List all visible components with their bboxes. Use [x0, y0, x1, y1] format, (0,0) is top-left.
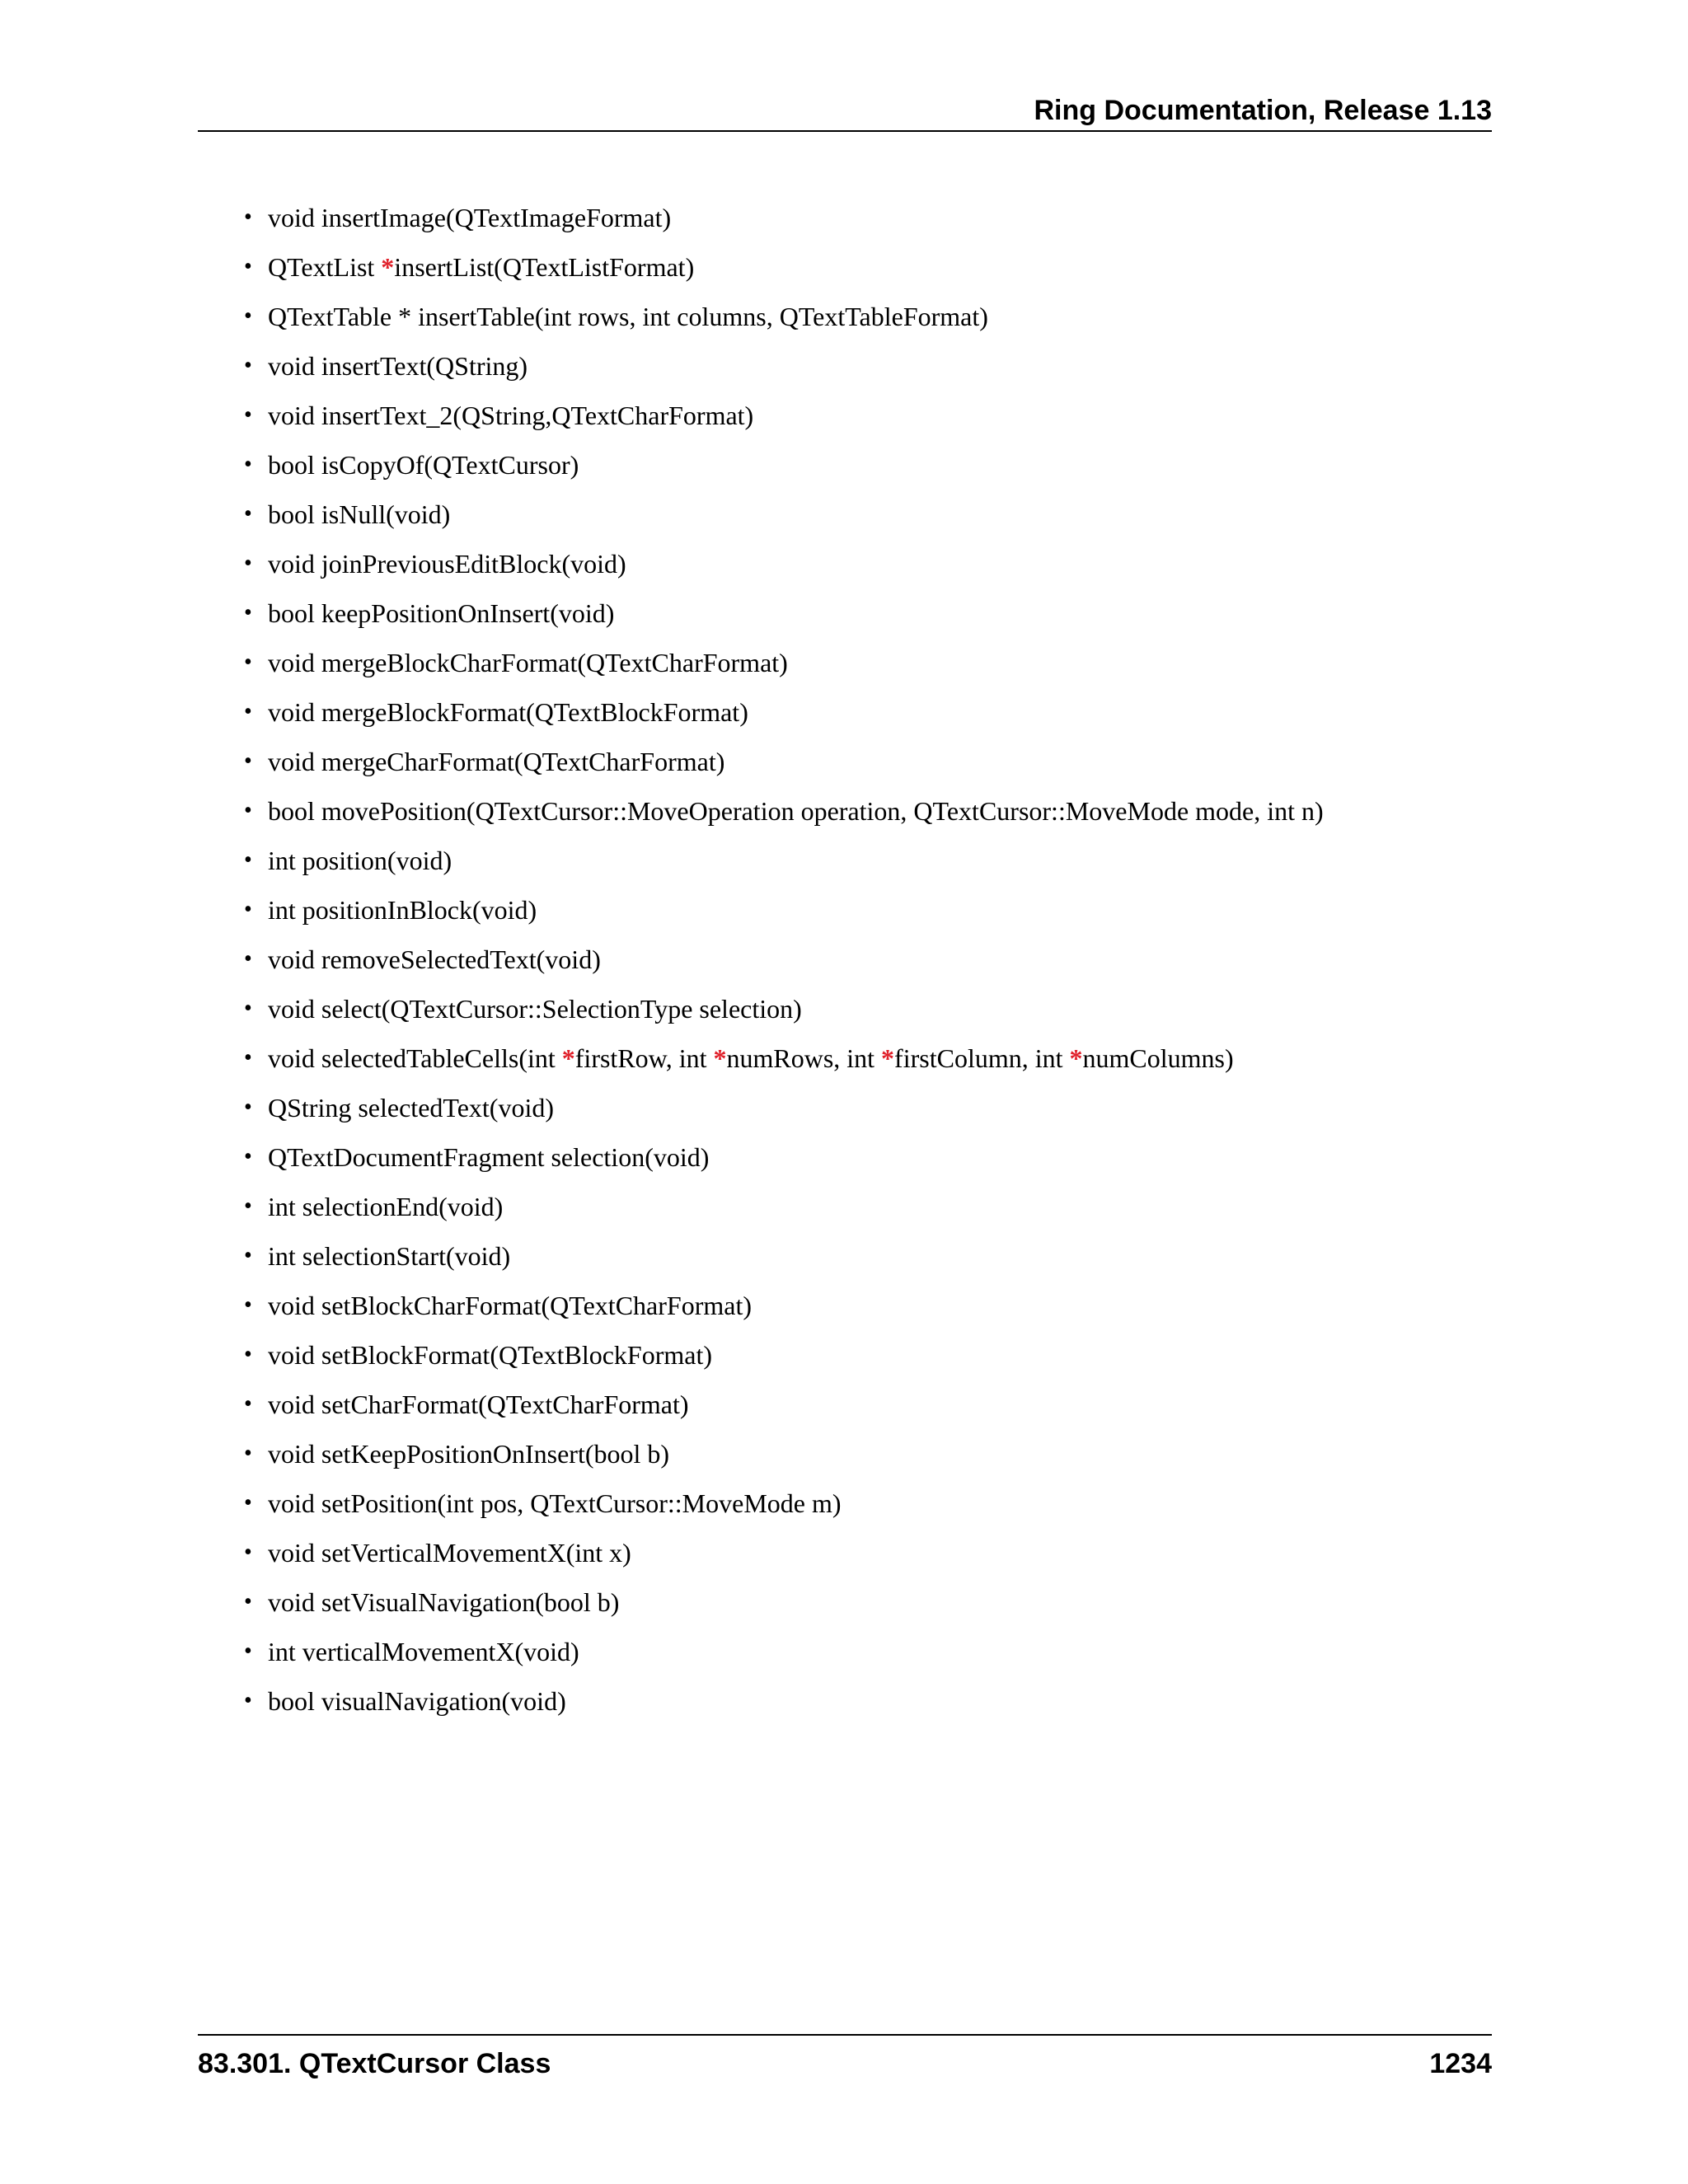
list-item [239, 984, 1324, 1033]
bullet-icon: • [244, 402, 252, 428]
bullet-icon: • [244, 748, 252, 774]
list-item [239, 1528, 1324, 1577]
bullet-icon: • [244, 452, 252, 477]
bullet-icon: • [244, 847, 252, 873]
method-signature: void insertText(QString) [268, 351, 528, 381]
section-title: 83.301. QTextCursor Class [198, 2048, 551, 2079]
bullet-icon: • [244, 996, 252, 1021]
page-footer [198, 2034, 1492, 2085]
bullet-icon: • [244, 1540, 252, 1565]
method-signature: int selectionEnd(void) [268, 1192, 504, 1221]
method-signature: void mergeCharFormat(QTextCharFormat) [268, 747, 725, 776]
list-item [239, 1479, 1324, 1528]
list-item [239, 1429, 1324, 1479]
list-item [239, 885, 1324, 935]
bullet-icon: • [244, 1243, 252, 1268]
bullet-icon: • [244, 1589, 252, 1615]
method-signature: void insertImage(QTextImageFormat) [268, 203, 672, 232]
method-signature: void mergeBlockCharFormat(QTextCharFormat) [268, 648, 788, 677]
list-item [239, 292, 1324, 341]
method-signature: void removeSelectedText(void) [268, 944, 601, 974]
bullet-icon: • [244, 1045, 252, 1071]
list-item [239, 1182, 1324, 1231]
list-item [239, 687, 1324, 737]
list-item [239, 1577, 1324, 1627]
list-item [239, 242, 1324, 292]
list-item [239, 440, 1324, 490]
method-signature: void setBlockFormat(QTextBlockFormat) [268, 1340, 713, 1370]
list-item [239, 786, 1324, 836]
method-signature: bool keepPositionOnInsert(void) [268, 598, 615, 628]
method-list [239, 193, 1324, 1726]
bullet-icon: • [244, 551, 252, 576]
method-signature: void setVisualNavigation(bool b) [268, 1587, 620, 1617]
method-signature: void setKeepPositionOnInsert(bool b) [268, 1439, 670, 1469]
bullet-icon: • [244, 1292, 252, 1318]
list-item [239, 490, 1324, 539]
list-item [239, 836, 1324, 885]
method-signature: void insertText_2(QString,QTextCharFormat) [268, 401, 754, 430]
bullet-icon: • [244, 798, 252, 823]
bullet-icon: • [244, 1391, 252, 1417]
bullet-icon: • [244, 946, 252, 972]
bullet-icon: • [244, 649, 252, 675]
method-signature: bool visualNavigation(void) [268, 1686, 566, 1716]
bullet-icon: • [244, 204, 252, 230]
method-signature: bool isCopyOf(QTextCursor) [268, 450, 579, 480]
list-item [239, 1281, 1324, 1330]
method-signature: int selectionStart(void) [268, 1241, 511, 1271]
bullet-icon: • [244, 353, 252, 378]
method-signature: void selectedTableCells(int *firstRow, int *numRows, int *firstColumn, int *numColumns) [268, 1043, 1234, 1073]
list-item [239, 1231, 1324, 1281]
method-signature: void setVerticalMovementX(int x) [268, 1538, 631, 1568]
method-signature: void joinPreviousEditBlock(void) [268, 549, 626, 579]
list-item [239, 588, 1324, 638]
bullet-icon: • [244, 1144, 252, 1169]
page-header [198, 89, 1492, 132]
method-signature: QTextList *insertList(QTextListFormat) [268, 252, 695, 282]
method-signature: bool isNull(void) [268, 499, 451, 529]
method-signature: int position(void) [268, 846, 452, 875]
document-title: Ring Documentation, Release 1.13 [1034, 95, 1492, 126]
page-number: 1234 [1429, 2048, 1492, 2079]
method-signature: void select(QTextCursor::SelectionType selection) [268, 994, 802, 1024]
bullet-icon: • [244, 303, 252, 329]
bullet-icon: • [244, 699, 252, 724]
method-signature: void setPosition(int pos, QTextCursor::MoveMode m) [268, 1488, 842, 1518]
bullet-icon: • [244, 1638, 252, 1664]
bullet-icon: • [244, 254, 252, 279]
list-item [239, 1132, 1324, 1182]
bullet-icon: • [244, 1342, 252, 1367]
list-item [239, 1083, 1324, 1132]
list-item [239, 1676, 1324, 1726]
list-item [239, 193, 1324, 242]
method-signature: void setBlockCharFormat(QTextCharFormat) [268, 1291, 752, 1320]
method-signature: void setCharFormat(QTextCharFormat) [268, 1390, 689, 1419]
method-signature: int positionInBlock(void) [268, 895, 537, 925]
bullet-icon: • [244, 1193, 252, 1219]
list-item [239, 1380, 1324, 1429]
method-signature: void mergeBlockFormat(QTextBlockFormat) [268, 697, 748, 727]
list-item [239, 539, 1324, 588]
bullet-icon: • [244, 600, 252, 626]
method-signature: QTextTable * insertTable(int rows, int columns, QTextTableFormat) [268, 302, 988, 331]
list-item [239, 638, 1324, 687]
list-item [239, 1627, 1324, 1676]
list-item [239, 935, 1324, 984]
list-item [239, 391, 1324, 440]
bullet-icon: • [244, 1094, 252, 1120]
bullet-icon: • [244, 501, 252, 527]
method-signature: int verticalMovementX(void) [268, 1637, 579, 1666]
list-item [239, 1033, 1324, 1083]
list-item [239, 341, 1324, 391]
bullet-icon: • [244, 1490, 252, 1516]
bullet-icon: • [244, 1688, 252, 1713]
method-signature: QTextDocumentFragment selection(void) [268, 1142, 710, 1172]
bullet-icon: • [244, 897, 252, 922]
list-item [239, 1330, 1324, 1380]
list-item [239, 737, 1324, 786]
method-signature: QString selectedText(void) [268, 1093, 554, 1122]
bullet-icon: • [244, 1441, 252, 1466]
method-signature: bool movePosition(QTextCursor::MoveOperation operation, QTextCursor::MoveMode mode, int n) [268, 796, 1324, 826]
